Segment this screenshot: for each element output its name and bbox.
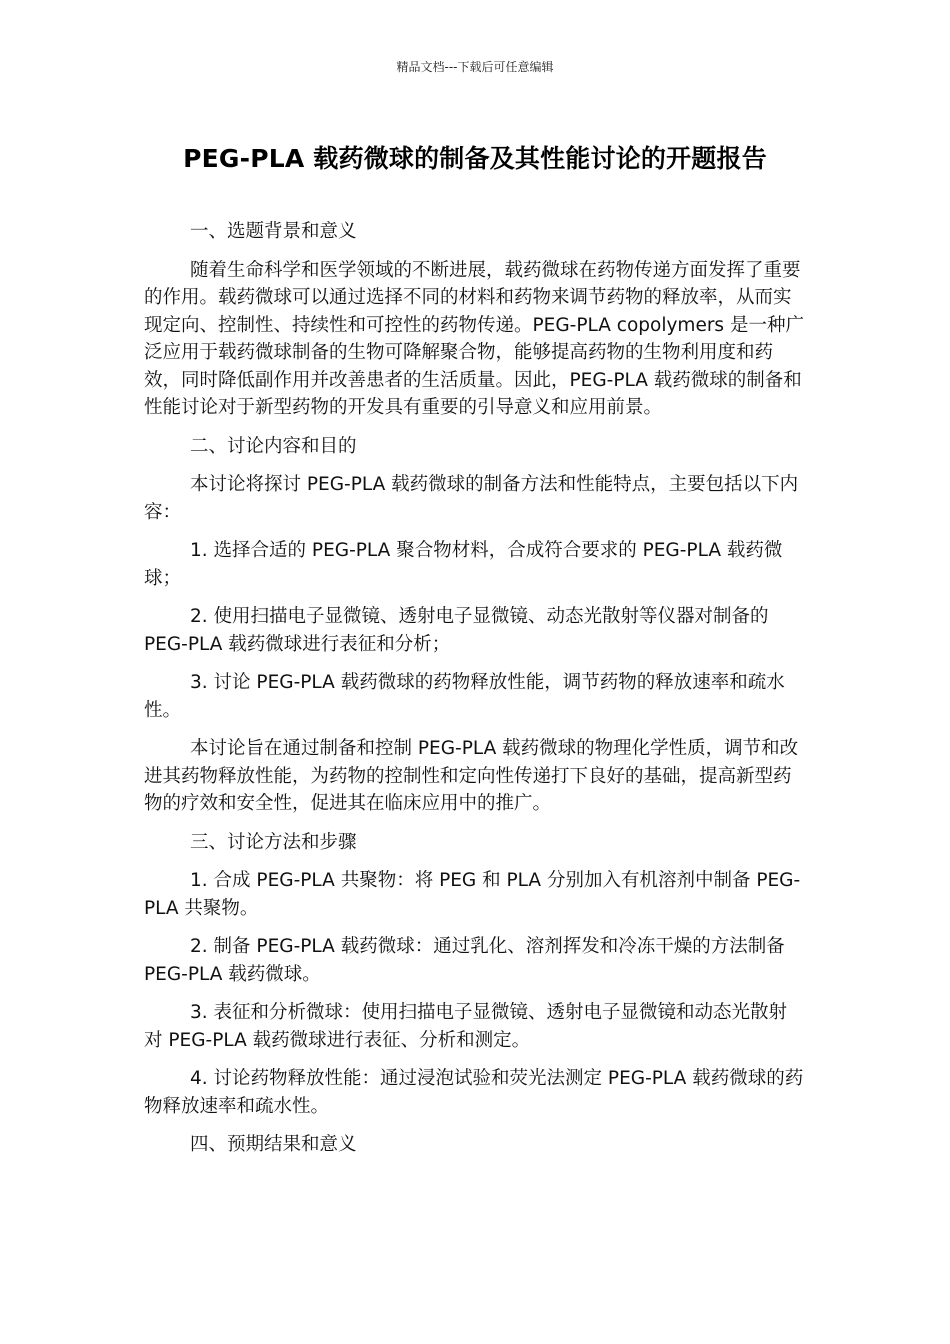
list-item-content-2: 2. 使用扫描电子显微镜、透射电子显微镜、动态光散射等仪器对制备的 PEG-PLA 载药微球进行表征和分析；	[144, 606, 769, 655]
section-heading-results: 四、预期结果和意义	[190, 1134, 357, 1155]
list-item-content-3: 3. 讨论 PEG-PLA 载药微球的药物释放性能，调节药物的释放速率和疏水性。	[144, 672, 785, 721]
page-header: 精品文档---下载后可任意编辑	[396, 60, 554, 74]
document-title: PEG-PLA 载药微球的制备及其性能讨论的开题报告	[183, 144, 767, 173]
paragraph-background: 随着生命科学和医学领域的不断进展，载药微球在药物传递方面发挥了重要的作用。载药微球可以通过选择不同的材料和药物来调节药物的释放率，从而实现定向、控制性、持续性和可控性的药物传递。PEG-PLA copolymers 是一种广泛应用于载药微球制备的生物可降解聚合物，能够提高药物的生物利用度和药效，同时降低副作用并改善患者的生活质量。因此，PEG-PLA 载药微球的制备和性能讨论对于新型药物的开发具有重要的引导意义和应用前景。	[144, 259, 804, 418]
document-body	[144, 218, 804, 1170]
list-item-method-3: 3. 表征和分析微球：使用扫描电子显微镜、透射电子显微镜和动态光散射对 PEG-PLA 载药微球进行表征、分析和测定。	[144, 1002, 788, 1051]
paragraph-content-intro: 本讨论将探讨 PEG-PLA 载药微球的制备方法和性能特点，主要包括以下内容：	[144, 474, 799, 523]
list-item-content-1: 1. 选择合适的 PEG-PLA 聚合物材料，合成符合要求的 PEG-PLA 载药微球；	[144, 540, 783, 589]
list-item-method-4: 4. 讨论药物释放性能：通过浸泡试验和荧光法测定 PEG-PLA 载药微球的药物释放速率和疏水性。	[144, 1068, 804, 1117]
paragraph-purpose: 本讨论旨在通过制备和控制 PEG-PLA 载药微球的物理化学性质，调节和改进其药物释放性能，为药物的控制性和定向性传递打下良好的基础，提高新型药物的疗效和安全性，促进其在临床应用中的推广。	[144, 738, 799, 814]
list-item-method-1: 1. 合成 PEG-PLA 共聚物：将 PEG 和 PLA 分别加入有机溶剂中制备 PEG-PLA 共聚物。	[144, 870, 801, 919]
section-heading-methods: 三、讨论方法和步骤	[190, 831, 357, 853]
list-item-method-2: 2. 制备 PEG-PLA 载药微球：通过乳化、溶剂挥发和冷冻干燥的方法制备 PEG-PLA 载药微球。	[144, 936, 785, 985]
section-heading-content: 二、讨论内容和目的	[190, 435, 357, 457]
section-heading-background: 一、选题背景和意义	[190, 221, 357, 242]
